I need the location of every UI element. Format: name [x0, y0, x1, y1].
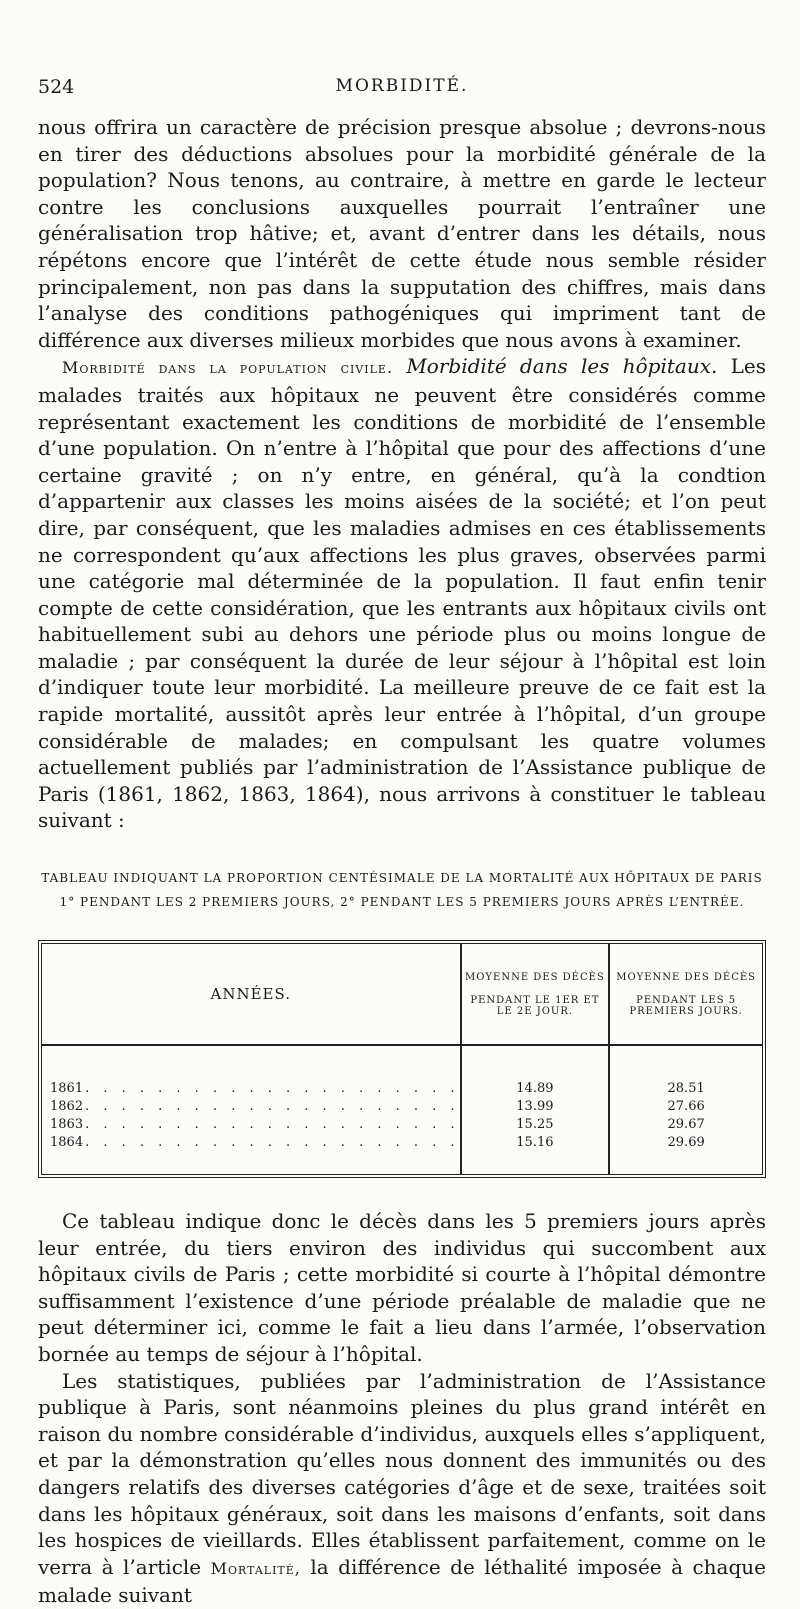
table-caption	[38, 866, 766, 914]
two-days-value: 14.89	[516, 1081, 554, 1097]
page-header	[38, 76, 766, 114]
leader-dots: . . . . . . . . . . . . . . . . . . . . .	[85, 1099, 460, 1115]
paragraph-1: nous offrira un caractère de précision presque absolue ; devrons-nous en tirer des déductions absolues pour la morbidité générale de la population? Nous tenons, au contraire, à mettre en garde le lecteur contre les conclusions auxquelles pourrait l’entraîner une généralisation trop hâtive; et, avant d’entrer dans les détails, nous répétons encore que l’intérêt de cette étude nous semble résider principalement, non pas dans la supputation des chiffres, mais dans l’analyse des conditions pathogéniques qui impriment tant de différence aux diverses milieux morbides que nous avons à examiner.	[38, 115, 766, 352]
section-heading: Morbidité dans la population civile.	[62, 358, 394, 378]
table-body	[42, 1045, 762, 1174]
table-row	[42, 1080, 460, 1098]
paragraph-4	[38, 1368, 766, 1609]
leader-dots: . . . . . . . . . . . . . . . . . . . . .	[85, 1135, 460, 1151]
five-days-value: 29.67	[667, 1117, 705, 1133]
paragraph-2-text: Les malades traités aux hôpitaux ne peuvent être considérés comme représentant exactement les conditions de morbidité de l’ensemble d’une population. On n’entre à l’hôpital que pour des affections d’une certaine gravité ; on n’y entre, en général, qu’à la condtion d’appartenir aux classes les moins aisées de la société; et l’on peut dire, par conséquent, que les maladies admises en ces établissements ne correspondent qu’aux affections les plus graves, observées parmi une catégorie mal déterminée de la population. Il faut enfin tenir compte de cette considération, que les entrants aux hôpitaux civils ont habituellement subi au dehors une période plus ou moins longue de maladie ; par conséquent la durée de leur séjour à l’hôpital est loin d’indiquer toute leur morbidité. La meilleure preuve de ce fait est la rapide mortalité, aussitôt après leur entrée à l’hôpital, d’un groupe considérable de malades; en compulsant les quatre volumes actuellement publiés par l’administration de l’Assistance publique de Paris (1861, 1862, 1863, 1864), nous arrivons à constituer le tableau suivant :	[38, 354, 767, 833]
five-days-value: 27.66	[667, 1099, 705, 1115]
subsection-title: Morbidité dans les hôpitaux.	[406, 354, 718, 379]
header-two-days	[461, 944, 610, 1045]
page	[38, 76, 766, 1609]
year-label: 1864	[50, 1135, 84, 1151]
paragraph-4-text-2: la différence de léthalité imposée à chaque malade suivant	[38, 1554, 766, 1608]
header-five-days-line-1: MOYENNE DES DÉCÈS	[616, 971, 757, 983]
header-two-days-line-1: MOYENNE DES DÉCÈS	[464, 971, 605, 983]
year-label: 1861	[50, 1081, 84, 1097]
two-days-value: 15.16	[516, 1135, 554, 1151]
header-five-days	[609, 944, 762, 1045]
years-cell	[42, 1045, 461, 1174]
five-days-value: 29.69	[667, 1135, 705, 1151]
mortalite-reference: Mortalité,	[210, 1558, 301, 1578]
two-days-cell	[461, 1045, 610, 1174]
table-header-row	[42, 944, 762, 1045]
two-days-value: 15.25	[516, 1117, 554, 1133]
paragraph-2	[38, 353, 766, 834]
header-five-days-line-2: PENDANT LES 5 PREMIERS JOURS.	[629, 994, 743, 1017]
running-title: MORBIDITÉ.	[335, 76, 469, 96]
table-row	[42, 1098, 460, 1116]
header-years: ANNÉES.	[42, 944, 461, 1045]
caption-line-1: TABLEAU INDIQUANT LA PROPORTION CENTÉSIMALE DE LA MORTALITÉ AUX HÔPITAUX DE PARIS	[41, 871, 763, 886]
paragraph-4-text-1: Les statistiques, publiées par l’administration de l’Assistance publique à Paris, sont néanmoins pleines du plus grand intérêt en raison du nombre considérable d’individus, auxquels elles s’appliquent, et par la démonstration qu’elles nous donnent des immunités ou des dangers relatifs des diverses catégories d’âge et de sexe, traitées soit dans les hôpitaux généraux, soit dans les maisons d’enfants, soit dans les hospices de vieillards. Elles établissent parfaitement, comme on le verra à l’article	[38, 1368, 766, 1579]
leader-dots: . . . . . . . . . . . . . . . . . . . . .	[85, 1081, 460, 1097]
page-number: 524	[38, 76, 75, 98]
two-days-value: 13.99	[516, 1099, 554, 1115]
five-days-cell	[609, 1045, 762, 1174]
paragraph-3: Ce tableau indique donc le décès dans les 5 premiers jours après leur entrée, du tiers environ des individus qui succombent aux hôpitaux civils de Paris ; cette morbidité si courte à l’hôpital démontre suffisamment l’existence d’une période préalable de maladie que ne peut déterminer ici, comme le fait a lieu dans l’armée, l’observation bornée au temps de séjour à l’hôpital.	[38, 1209, 766, 1366]
leader-dots: . . . . . . . . . . . . . . . . . . . . .	[85, 1117, 460, 1133]
table-row	[42, 1116, 460, 1134]
caption-line-2: 1° PENDANT LES 2 PREMIERS JOURS, 2° PENDANT LES 5 PREMIERS JOURS APRÈS L’ENTRÉE.	[59, 895, 745, 910]
header-two-days-line-2: PENDANT LE 1ER ET LE 2E JOUR.	[470, 994, 600, 1017]
year-label: 1863	[50, 1117, 84, 1133]
table-row	[42, 1134, 460, 1152]
five-days-value: 28.51	[667, 1081, 705, 1097]
year-label: 1862	[50, 1099, 84, 1115]
mortality-table	[38, 940, 766, 1178]
